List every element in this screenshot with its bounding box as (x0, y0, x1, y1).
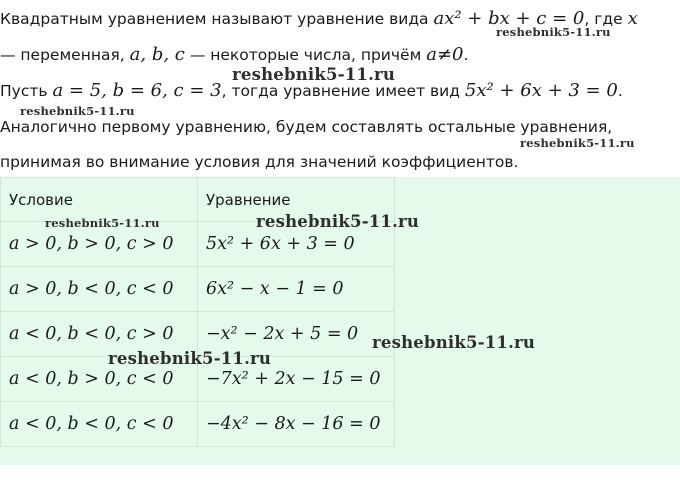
intro-after: , где (584, 10, 628, 28)
example-mid: , тогда уравнение имеет вид (221, 82, 465, 100)
condition-value: a > 0, b > 0, c > 0 (9, 234, 174, 254)
condition-value: a < 0, b > 0, c < 0 (9, 369, 174, 389)
watermark: reshebnik5-11.ru (496, 25, 611, 39)
condition-cell (1, 267, 198, 312)
watermark: reshebnik5-11.ru (45, 216, 160, 230)
table-row (1, 402, 395, 447)
watermark: reshebnik5-11.ru (256, 212, 420, 231)
equation-cell (198, 267, 395, 312)
header-equation: Уравнение (198, 178, 395, 222)
intro-text: Квадратным уравнением называют уравнение вида (0, 10, 434, 28)
equation-cell (198, 402, 395, 447)
watermark: reshebnik5-11.ru (108, 349, 272, 368)
condition-value: a < 0, b < 0, c < 0 (9, 414, 174, 434)
equation-value: 5x² + 6x + 3 = 0 (206, 234, 355, 254)
equation-value: 6x² − x − 1 = 0 (206, 279, 344, 299)
coefficient-variables: a, b, c (129, 44, 185, 65)
nonzero-condition: a≠0 (426, 44, 464, 65)
quadratic-general-formula: ax² + bx + c = 0 (433, 8, 585, 29)
example-values: a = 5, b = 6, c = 3 (52, 80, 222, 101)
watermark: reshebnik5-11.ru (372, 333, 536, 352)
equation-value: −4x² − 8x − 16 = 0 (206, 414, 381, 434)
variable-x: x (627, 8, 638, 29)
watermark: reshebnik5-11.ru (20, 104, 135, 118)
condition-value: a > 0, b < 0, c < 0 (9, 279, 174, 299)
equation-value: −x² − 2x + 5 = 0 (206, 324, 359, 344)
watermark: reshebnik5-11.ru (232, 65, 396, 84)
condition-value: a < 0, b < 0, c > 0 (9, 324, 174, 344)
equation-value: −7x² + 2x − 15 = 0 (206, 369, 381, 389)
header-condition: Условие (1, 178, 198, 222)
paragraph-conditions: принимая во внимание условия для значений коэффициентов. (0, 153, 519, 171)
paragraph-definition (0, 43, 680, 67)
watermark: reshebnik5-11.ru (520, 136, 635, 150)
condition-cell (1, 402, 198, 447)
definition-text: — переменная, (0, 46, 130, 64)
table-row (1, 267, 395, 312)
paragraph-similarly: Аналогично первому уравнению, будем составлять остальные уравнения, (0, 118, 613, 136)
example-start: Пусть (0, 82, 53, 100)
example-formula: 5x² + 6x + 3 = 0 (464, 80, 618, 101)
example-end: . (617, 82, 623, 100)
definition-end: . (463, 46, 469, 64)
definition-mid: — некоторые числа, причём (184, 46, 427, 64)
